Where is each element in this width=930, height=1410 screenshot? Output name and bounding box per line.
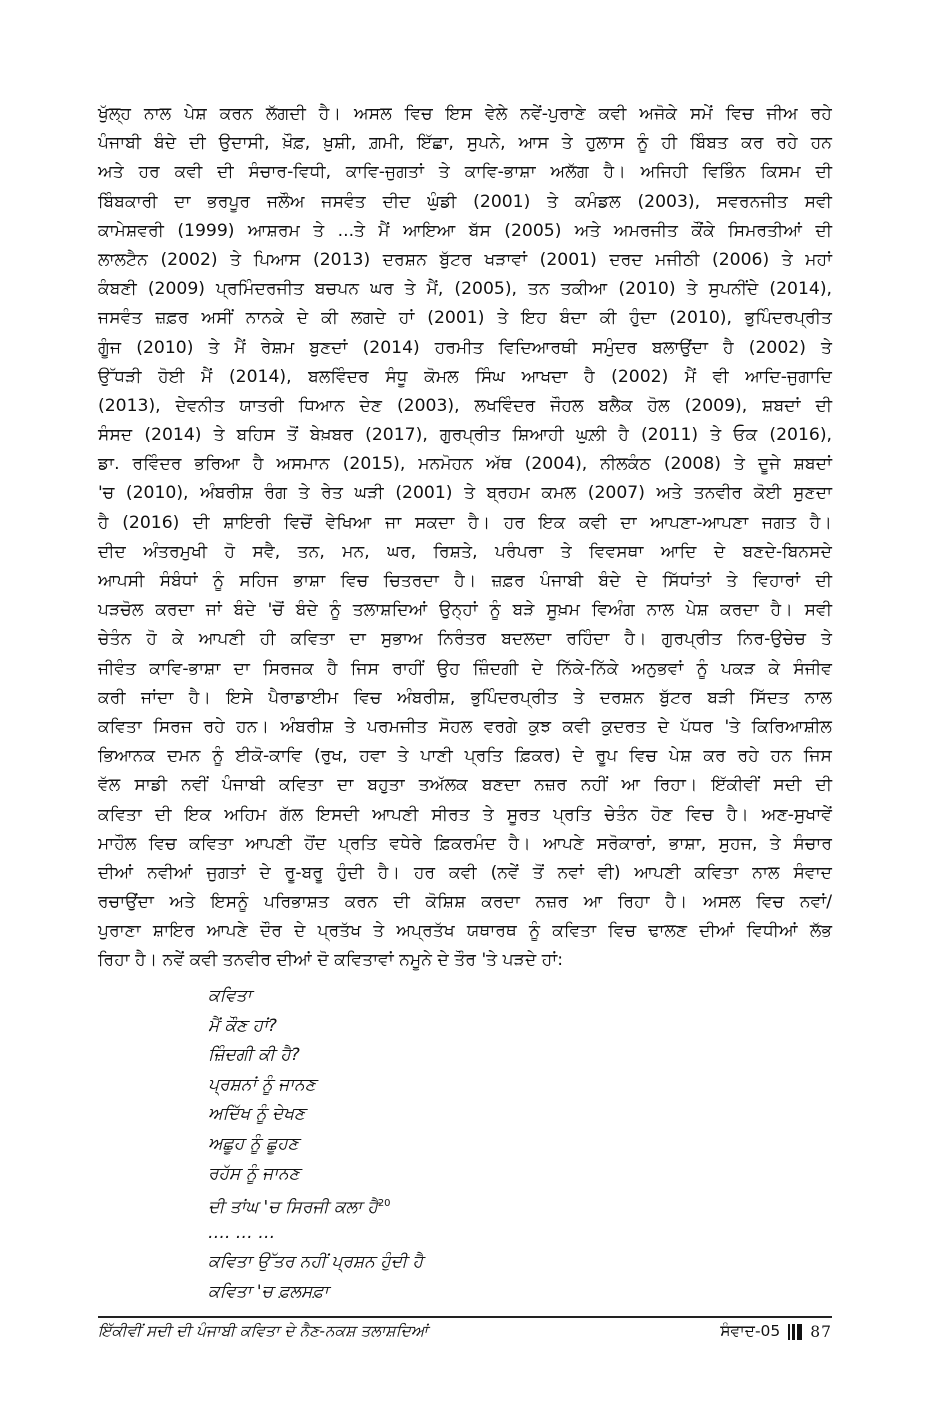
poem-line: ਜ਼ਿੰਦਗੀ ਕੀ ਹੈ? <box>208 1045 300 1066</box>
poem-line: ਰਹੱਸ ਨੂੰ ਜਾਨਣ <box>208 1163 300 1184</box>
text-line: ਵੱਲ ਸਾਡੀ ਨਵੀਂ ਪੰਜਾਬੀ ਕਵਿਤਾ ਦਾ ਬਹੁਤਾ ਤਅੱਲਕ ਬਣਦਾ ਨਜ਼ਰ ਨਹੀਂ ਆ ਰਿਹਾ। ਇੱਕੀਵੀਂ ਸਦੀ ਦੀ <box>98 775 832 796</box>
journal-name: ਸੰਵਾਦ-05 <box>720 1322 781 1340</box>
text-line: ਰਿਹਾ ਹੈ। ਨਵੇਂ ਕਵੀ ਤਨਵੀਰ ਦੀਆਂ ਦੋ ਕਵਿਤਾਵਾਂ ਨਮੂਨੇ ਦੇ ਤੌਰ 'ਤੇ ਪੜਦੇ ਹਾਂ: <box>98 950 563 971</box>
text-line: ਰਚਾਉਂਦਾ ਅਤੇ ਇਸਨੂੰ ਪਰਿਭਾਸ਼ਤ ਕਰਨ ਦੀ ਕੋਸ਼ਿਸ਼ ਕਰਦਾ ਨਜ਼ਰ ਆ ਰਿਹਾ ਹੈ। ਅਸਲ ਵਿਚ ਨਵਾਂ/ <box>98 892 832 913</box>
text-line: ਖੁੱਲ੍ਹ ਨਾਲ ਪੇਸ਼ ਕਰਨ ਲੱਗਦੀ ਹੈ। ਅਸਲ ਵਿਚ ਇਸ ਵੇਲੇ ਨਵੇਂ-ਪੁਰਾਣੇ ਕਵੀ ਅਜੋਕੇ ਸਮੇਂ ਵਿਚ ਜੀਅ ਰਹੇ <box>98 104 832 124</box>
text-line: ਭਿਆਨਕ ਦਮਨ ਨੂੰ ਈਕੋ-ਕਾਵਿ (ਰੁਖ, ਹਵਾ ਤੇ ਪਾਣੀ ਪ੍ਰਤਿ ਫ਼ਿਕਰ) ਦੇ ਰੂਪ ਵਿਚ ਪੇਸ਼ ਕਰ ਰਹੇ ਹਨ ਜਿਸ <box>98 746 832 767</box>
poem-line: ਕਵਿਤਾ <box>208 986 252 1006</box>
text-line: ਦੀਆਂ ਨਵੀਆਂ ਜੁਗਤਾਂ ਦੇ ਰੂ-ਬਰੂ ਹੁੰਦੀ ਹੈ। ਹਰ ਕਵੀ (ਨਵੇਂ ਤੋਂ ਨਵਾਂ ਵੀ) ਆਪਣੀ ਕਵਿਤਾ ਨਾਲ ਸੰਵਾਦ <box>98 862 832 883</box>
poem-line: ਅਦਿੱਖ ਨੂੰ ਦੇਖਣ <box>208 1104 306 1125</box>
bars-ornament-icon <box>788 1324 802 1340</box>
poem-line-text: ਦੀ ਤਾਂਘ 'ਚ ਸਿਰਜੀ ਕਲਾ ਹੈ <box>208 1197 378 1218</box>
text-line: ਪੰਜਾਬੀ ਬੰਦੇ ਦੀ ਉਦਾਸੀ, ਖ਼ੌਫ਼, ਖ਼ੁਸ਼ੀ, ਗ਼ਮੀ, ਇੱਛਾ, ਸੁਪਨੇ, ਆਸ ਤੇ ਹੁਲਾਸ ਨੂੰ ਹੀ ਬਿੰਬਤ ਕਰ ਰਹੇ ਹਨ <box>98 133 832 154</box>
text-line: 'ਚ (2010), ਅੰਬਰੀਸ਼ ਰੰਗ ਤੇ ਰੇਤ ਘੜੀ (2001) ਤੇ ਬ੍ਰਹਮ ਕਮਲ (2007) ਅਤੇ ਤਨਵੀਰ ਕੋਈ ਸੁਣਦਾ <box>98 483 832 504</box>
text-line: ਜਸਵੰਤ ਜ਼ਫ਼ਰ ਅਸੀਂ ਨਾਨਕੇ ਦੇ ਕੀ ਲਗਦੇ ਹਾਂ (2001) ਤੇ ਇਹ ਬੰਦਾ ਕੀ ਹੁੰਦਾ (2010), ਭੁਪਿੰਦਰਪ੍ਰੀਤ <box>98 308 832 329</box>
text-line: ਬਿੰਬਕਾਰੀ ਦਾ ਭਰਪੂਰ ਜਲੌਅ ਜਸਵੰਤ ਦੀਦ ਘੁੰਡੀ (2001) ਤੇ ਕਮੰਡਲ (2003), ਸਵਰਨਜੀਤ ਸਵੀ <box>98 191 832 212</box>
text-line: ਕਵਿਤਾ ਸਿਰਜ ਰਹੇ ਹਨ। ਅੰਬਰੀਸ਼ ਤੇ ਪਰਮਜੀਤ ਸੋਹਲ ਵਰਗੇ ਕੁਝ ਕਵੀ ਕੁਦਰਤ ਦੇ ਪੱਧਰ 'ਤੇ ਕਿਰਿਆਸ਼ੀਲ <box>98 716 832 737</box>
poem-ellipsis: …. … … <box>208 1222 276 1243</box>
poem-excerpt <box>208 982 768 1308</box>
poem-line: ਮੈਂ ਕੌਣ ਹਾਂ? <box>208 1015 277 1036</box>
text-line: ਡਾ. ਰਵਿੰਦਰ ਭਰਿਆ ਹੈ ਅਸਮਾਨ (2015), ਮਨਮੋਹਨ ਅੱਥ (2004), ਨੀਲਕੰਠ (2008) ਤੇ ਦੂਜੇ ਸ਼ਬਦਾਂ <box>98 454 832 475</box>
text-line: ਗੂੰਜ (2010) ਤੇ ਮੈਂ ਰੇਸ਼ਮ ਬੁਣਦਾਂ (2014) ਹਰਮੀਤ ਵਿਦਿਆਰਥੀ ਸਮੁੰਦਰ ਬਲਾਉਂਦਾ ਹੈ (2002) ਤੇ <box>98 337 832 358</box>
text-line: ਦੀਦ ਅੰਤਰਮੁਖੀ ਹੋ ਸਵੈ, ਤਨ, ਮਨ, ਘਰ, ਰਿਸ਼ਤੇ, ਪਰੰਪਰਾ ਤੇ ਵਿਵਸਥਾ ਆਦਿ ਦੇ ਬਣਦੇ-ਬਿਨਸਦੇ <box>98 541 832 562</box>
page-number: 87 <box>810 1322 832 1341</box>
text-line: ਕਰੀ ਜਾਂਦਾ ਹੈ। ਇਸੇ ਪੈਰਾਡਾਈਮ ਵਿਚ ਅੰਬਰੀਸ਼, ਭੁਪਿੰਦਰਪ੍ਰੀਤ ਤੇ ਦਰਸ਼ਨ ਬੁੱਟਰ ਬੜੀ ਸਿੱਦਤ ਨਾਲ <box>98 687 832 708</box>
footnote-reference[interactable]: 20 <box>377 1198 391 1210</box>
text-line: (2013), ਦੇਵਨੀਤ ਯਾਤਰੀ ਧਿਆਨ ਦੇਣ (2003), ਲਖਵਿੰਦਰ ਜੌਹਲ ਬਲੈਕ ਹੋਲ (2009), ਸ਼ਬਦਾਂ ਦੀ <box>98 395 832 416</box>
text-line: ਆਪਸੀ ਸੰਬੰਧਾਂ ਨੂੰ ਸਹਿਜ ਭਾਸ਼ਾ ਵਿਚ ਚਿਤਰਦਾ ਹੈ। ਜ਼ਫ਼ਰ ਪੰਜਾਬੀ ਬੰਦੇ ਦੇ ਸਿੱਧਾਂਤਾਂ ਤੇ ਵਿਹਾਰਾਂ ਦੀ <box>98 571 832 591</box>
text-line: ਲਾਲਟੈਨ (2002) ਤੇ ਪਿਆਸ (2013) ਦਰਸ਼ਨ ਬੁੱਟਰ ਖੜਾਵਾਂ (2001) ਦਰਦ ਮਜੀਠੀ (2006) ਤੇ ਮਹਾਂ <box>98 249 832 270</box>
text-line: ਪੁਰਾਣਾ ਸ਼ਾਇਰ ਆਪਣੇ ਦੌਰ ਦੇ ਪ੍ਰਤੱਖ ਤੇ ਅਪ੍ਰਤੱਖ ਯਥਾਰਥ ਨੂੰ ਕਵਿਤਾ ਵਿਚ ਢਾਲਣ ਦੀਆਂ ਵਿਧੀਆਂ ਲੱਭ <box>98 921 832 942</box>
text-line: ਕਾਮੇਸ਼ਵਰੀ (1999) ਆਸ਼ਰਮ ਤੇ ...ਤੇ ਮੈਂ ਆਇਆ ਬੱਸ (2005) ਅਤੇ ਅਮਰਜੀਤ ਕੌਂਕੇ ਸਿਮਰਤੀਆਂ ਦੀ <box>98 220 832 241</box>
poem-line: ਪ੍ਰਸ਼ਨਾਂ ਨੂੰ ਜਾਨਣ <box>208 1074 316 1095</box>
running-title: ਇੱਕੀਵੀਂ ਸਦੀ ਦੀ ਪੰਜਾਬੀ ਕਵਿਤਾ ਦੇ ਨੈਣ-ਨਕਸ਼ ਤਲਾਸ਼ਦਿਆਂ <box>98 1322 428 1340</box>
body-paragraph <box>98 100 832 976</box>
text-line: ਕੰਬਣੀ (2009) ਪ੍ਰਮਿੰਦਰਜੀਤ ਬਚਪਨ ਘਰ ਤੇ ਮੈਂ, (2005), ਤਨ ਤਕੀਆ (2010) ਤੇ ਸੁਪਨੀਂਦੇ (2014), <box>98 279 832 300</box>
poem-line: ਕਵਿਤਾ 'ਚ ਫ਼ਲਸਫ਼ਾ <box>208 1281 329 1302</box>
poem-line: ਅਛੂਹ ਨੂੰ ਛੂਹਣ <box>208 1133 299 1154</box>
text-line: ਕਵਿਤਾ ਦੀ ਇਕ ਅਹਿਮ ਗੱਲ ਇਸਦੀ ਆਪਣੀ ਸੀਰਤ ਤੇ ਸੂਰਤ ਪ੍ਰਤਿ ਚੇਤੰਨ ਹੋਣ ਵਿਚ ਹੈ। ਅਣ-ਸੁਖਾਵੇਂ <box>98 804 832 825</box>
text-line: ਹੈ (2016) ਦੀ ਸ਼ਾਇਰੀ ਵਿਚੋਂ ਵੇਖਿਆ ਜਾ ਸਕਦਾ ਹੈ। ਹਰ ਇਕ ਕਵੀ ਦਾ ਆਪਣਾ-ਆਪਣਾ ਜਗਤ ਹੈ। <box>98 512 832 533</box>
poem-line-with-footnote <box>208 1189 768 1219</box>
text-line: ਜੀਵੰਤ ਕਾਵਿ-ਭਾਸ਼ਾ ਦਾ ਸਿਰਜਕ ਹੈ ਜਿਸ ਰਾਹੀਂ ਉਹ ਜ਼ਿੰਦਗੀ ਦੇ ਨਿੱਕੇ-ਨਿੱਕੇ ਅਨੁਭਵਾਂ ਨੂੰ ਪਕੜ ਕੇ ਸੰਜੀਵ <box>98 658 832 679</box>
text-line: ਸੰਸਦ (2014) ਤੇ ਬਹਿਸ ਤੋਂ ਬੇਖ਼ਬਰ (2017), ਗੁਰਪ੍ਰੀਤ ਸ਼ਿਆਹੀ ਘੁਲ਼ੀ ਹੈ (2011) ਤੇ ਓਕ (2016), <box>98 425 832 446</box>
text-line: ਚੇਤੰਨ ਹੋ ਕੇ ਆਪਣੀ ਹੀ ਕਵਿਤਾ ਦਾ ਸੁਭਾਅ ਨਿਰੰਤਰ ਬਦਲਦਾ ਰਹਿੰਦਾ ਹੈ। ਗੁਰਪ੍ਰੀਤ ਨਿਰ-ਉਚੇਚ ਤੇ <box>98 629 832 650</box>
page-footer-right <box>720 1322 832 1341</box>
text-line: ਪੜਚੋਲ ਕਰਦਾ ਜਾਂ ਬੰਦੇ 'ਚੋਂ ਬੰਦੇ ਨੂੰ ਤਲਾਸ਼ਦਿਆਂ ਉਨ੍ਹਾਂ ਨੂੰ ਬੜੇ ਸੂਖ਼ਮ ਵਿਅੰਗ ਨਾਲ ਪੇਸ਼ ਕਰਦਾ ਹੈ। ਸਵੀ <box>98 600 832 621</box>
text-line: ਮਾਹੌਲ ਵਿਚ ਕਵਿਤਾ ਆਪਣੀ ਹੋਂਦ ਪ੍ਰਤਿ ਵਧੇਰੇ ਫ਼ਿਕਰਮੰਦ ਹੈ। ਆਪਣੇ ਸਰੋਕਾਰਾਂ, ਭਾਸ਼ਾ, ਸੁਹਜ, ਤੇ ਸੰਚਾਰ <box>98 833 832 854</box>
footer-divider <box>98 1316 832 1318</box>
text-line: ਅਤੇ ਹਰ ਕਵੀ ਦੀ ਸੰਚਾਰ-ਵਿਧੀ, ਕਾਵਿ-ਜੁਗਤਾਂ ਤੇ ਕਾਵਿ-ਭਾਸ਼ਾ ਅਲੱਗ ਹੈ। ਅਜਿਹੀ ਵਿਭਿੰਨ ਕਿਸਮ ਦੀ <box>98 162 832 183</box>
text-line: ਉੱਧੜੀ ਹੋਈ ਮੈਂ (2014), ਬਲਵਿੰਦਰ ਸੰਧੂ ਕੋਮਲ ਸਿੰਘ ਆਖਦਾ ਹੈ (2002) ਮੈਂ ਵੀ ਆਦਿ-ਜੁਗਾਦਿ <box>98 366 832 387</box>
poem-line: ਕਵਿਤਾ ਉੱਤਰ ਨਹੀਂ ਪ੍ਰਸ਼ਨ ਹੁੰਦੀ ਹੈ <box>208 1252 423 1273</box>
